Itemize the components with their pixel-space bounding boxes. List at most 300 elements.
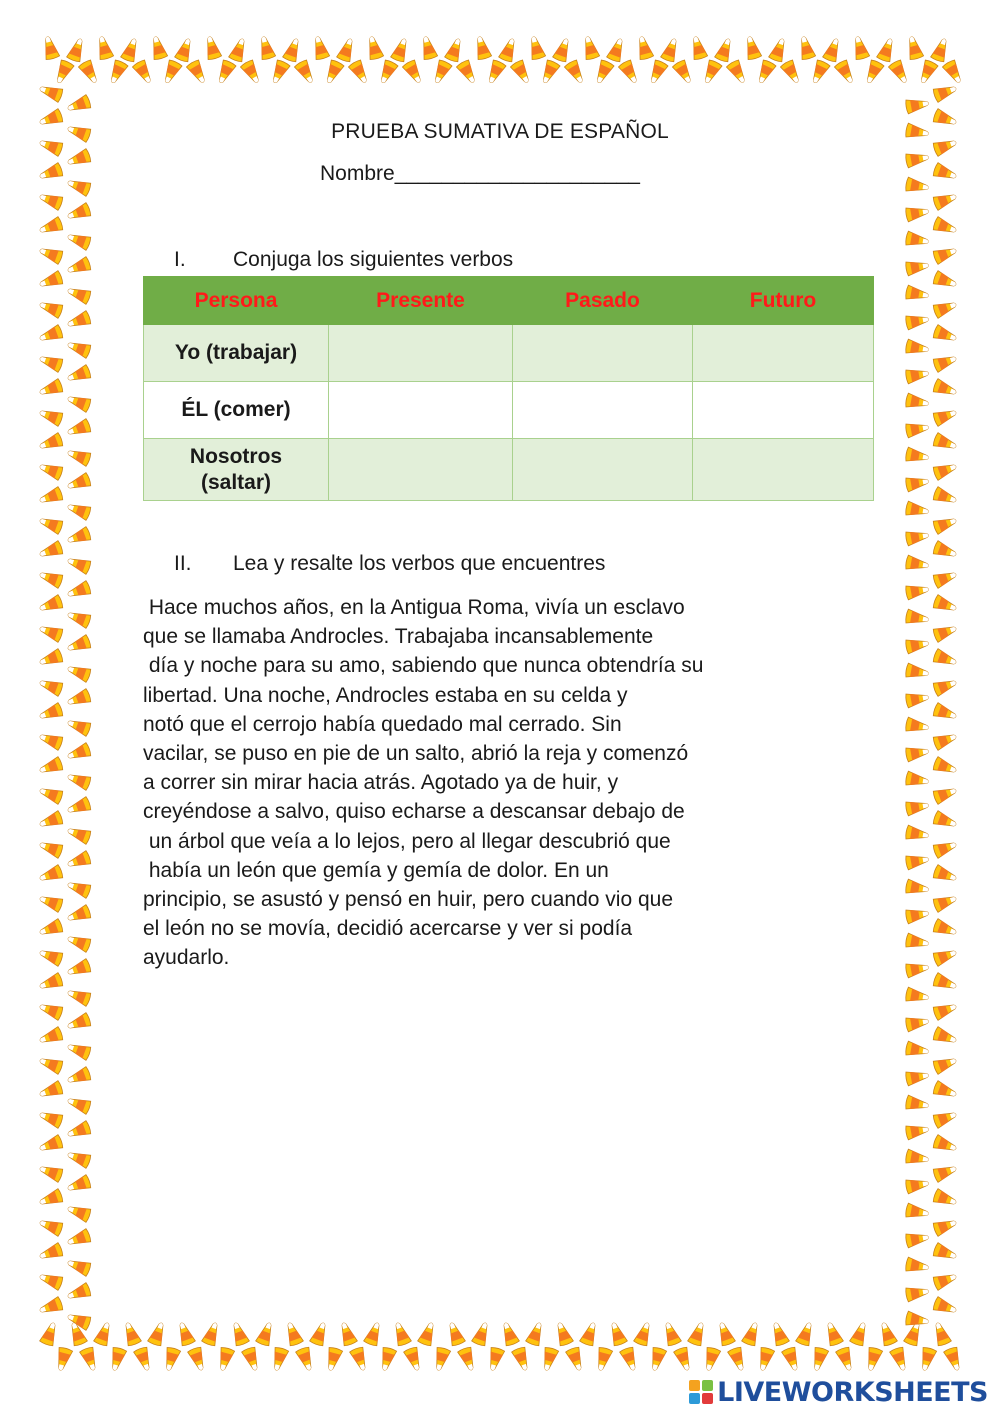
- candy-corn-icon: [607, 1321, 628, 1347]
- passage-line[interactable]: había un león que gemía y gemía de dolor. En un: [143, 858, 609, 882]
- candy-corn-icon: [727, 1346, 748, 1372]
- candy-corn-icon: [66, 392, 92, 413]
- candy-corn-icon: [905, 1068, 930, 1086]
- candy-corn-icon: [932, 1216, 958, 1237]
- candy-corn-icon: [702, 1347, 721, 1372]
- candy-corn-icon: [39, 1321, 60, 1347]
- candy-corn-icon: [106, 59, 128, 85]
- candy-corn-icon: [38, 244, 64, 265]
- candy-corn-icon: [564, 59, 587, 85]
- candy-corn-icon: [66, 364, 92, 385]
- candy-corn-icon: [66, 1174, 92, 1195]
- candy-corn-icon: [38, 1242, 64, 1263]
- candy-corn-icon: [849, 1321, 870, 1347]
- candy-corn-icon: [66, 958, 92, 979]
- candy-corn-icon: [336, 37, 357, 63]
- candy-corn-icon: [754, 59, 776, 85]
- candy-corn-icon: [943, 1346, 964, 1372]
- candy-corn-icon: [905, 1149, 930, 1167]
- candy-corn-icon: [932, 1080, 958, 1101]
- candy-corn-icon: [66, 824, 92, 845]
- candy-corn-icon: [905, 582, 930, 600]
- candy-corn-icon: [38, 730, 64, 751]
- candy-corn-icon: [471, 1321, 492, 1347]
- candy-corn-icon: [932, 1162, 958, 1183]
- candy-corn-icon: [781, 1346, 802, 1372]
- passage-line[interactable]: libertad. Una noche, Androcles estaba en su celda y: [143, 683, 628, 707]
- row-persona: Nosotros (saltar): [144, 439, 329, 501]
- candy-corn-icon: [66, 446, 92, 467]
- name-field-label: Nombre_____________________: [320, 162, 640, 185]
- candy-corn-icon: [932, 784, 958, 805]
- candy-corn-icon: [905, 447, 930, 465]
- candy-corn-icon: [79, 1346, 100, 1372]
- candy-corn-icon: [66, 580, 92, 601]
- candy-corn-icon: [216, 1347, 235, 1372]
- candy-corn-icon: [552, 37, 573, 63]
- candy-corn-icon: [66, 202, 92, 223]
- candy-corn-icon: [38, 676, 64, 697]
- candy-corn-icon: [581, 35, 600, 60]
- candy-corn-icon: [402, 59, 425, 85]
- candy-corn-icon: [932, 568, 958, 589]
- candy-corn-icon: [203, 35, 222, 60]
- candy-corn-icon: [66, 500, 92, 521]
- candy-corn-icon: [66, 770, 92, 791]
- candy-corn-icon: [905, 663, 930, 681]
- candy-corn-icon: [229, 1321, 250, 1347]
- answer-cell-presente[interactable]: [329, 382, 513, 439]
- reading-passage[interactable]: [143, 593, 803, 973]
- candy-corn-icon: [66, 742, 92, 763]
- header-persona: Persona: [144, 277, 329, 325]
- candy-corn-icon: [66, 634, 92, 655]
- candy-corn-icon: [648, 1347, 667, 1372]
- candy-corn-icon: [444, 37, 465, 63]
- candy-corn-icon: [419, 35, 438, 60]
- candy-corn-icon: [905, 1284, 930, 1302]
- candy-corn-icon: [311, 35, 330, 60]
- candy-corn-icon: [932, 270, 958, 291]
- candy-corn-icon: [38, 190, 64, 211]
- candy-corn-icon: [66, 1282, 92, 1303]
- candy-corn-icon: [201, 1321, 222, 1347]
- candy-corn-icon: [38, 540, 64, 561]
- candy-corn-icon: [942, 59, 965, 85]
- answer-cell-futuro[interactable]: [693, 439, 874, 501]
- candy-corn-icon: [174, 37, 195, 63]
- candy-corn-icon: [932, 1270, 958, 1291]
- passage-line[interactable]: ayudarlo.: [143, 946, 230, 970]
- candy-corn-icon: [714, 37, 735, 63]
- candy-corn-icon: [633, 1321, 654, 1347]
- candy-corn-icon: [499, 1321, 520, 1347]
- candy-corn-icon: [932, 1000, 958, 1021]
- candy-corn-icon: [932, 756, 958, 777]
- passage-line[interactable]: vacilar, se puso en pie de un salto, abrió la reja y comenzó: [143, 742, 689, 766]
- candy-corn-icon: [689, 35, 708, 60]
- answer-cell-pasado[interactable]: [513, 439, 693, 501]
- candy-corn-icon: [619, 1346, 640, 1372]
- candy-corn-icon: [66, 688, 92, 709]
- passage-line[interactable]: un árbol que veía a lo lejos, pero al llegar descubrió que: [143, 829, 671, 853]
- candy-corn-icon: [932, 1134, 958, 1155]
- candy-corn-icon: [932, 82, 958, 103]
- candy-corn-icon: [905, 339, 930, 357]
- candy-corn-icon: [905, 96, 930, 114]
- candy-corn-icon: [121, 1321, 142, 1347]
- candy-corn-icon: [38, 702, 64, 723]
- candy-corn-icon: [38, 406, 64, 427]
- candy-corn-icon: [66, 932, 92, 953]
- candy-corn-icon: [430, 59, 452, 85]
- candy-corn-icon: [932, 1108, 958, 1129]
- candy-corn-icon: [932, 702, 958, 723]
- candy-corn-icon: [66, 1148, 92, 1169]
- candy-corn-icon: [38, 594, 64, 615]
- candy-corn-icon: [38, 946, 64, 967]
- candy-corn-icon: [646, 59, 668, 85]
- candy-corn-icon: [834, 59, 857, 85]
- answer-cell-pasado[interactable]: [513, 382, 693, 439]
- candy-corn-icon: [905, 690, 930, 708]
- candy-corn-icon: [38, 864, 64, 885]
- candy-corn-icon: [932, 918, 958, 939]
- candy-corn-icon: [38, 1080, 64, 1101]
- candy-corn-icon: [473, 35, 492, 60]
- candy-corn-icon: [38, 216, 64, 237]
- candy-corn-icon: [255, 1321, 276, 1347]
- passage-line[interactable]: principio, se asustó y pensó en huir, pero cuando vio que: [143, 888, 674, 912]
- table-row: [144, 439, 874, 501]
- passage-line[interactable]: día y noche para su amo, sabiendo que nunca obtendría su: [143, 654, 704, 678]
- candy-corn-icon: [486, 1347, 505, 1372]
- candy-corn-icon: [769, 1321, 790, 1347]
- candy-corn-icon: [905, 933, 930, 951]
- candy-corn-icon: [905, 420, 930, 438]
- candy-corn-icon: [432, 1347, 451, 1372]
- candy-corn-icon: [905, 636, 930, 654]
- candy-corn-icon: [133, 1346, 154, 1372]
- candy-corn-icon: [905, 717, 930, 735]
- table-header-row: [144, 277, 874, 325]
- candy-corn-icon: [38, 298, 64, 319]
- candy-corn-icon: [795, 1321, 816, 1347]
- candy-corn-icon: [635, 35, 654, 60]
- candy-corn-icon: [41, 35, 60, 60]
- candy-corn-icon: [905, 204, 930, 222]
- candy-corn-icon: [741, 1321, 762, 1347]
- candy-corn-icon: [270, 1347, 289, 1372]
- candy-corn-icon: [932, 190, 958, 211]
- candy-corn-icon: [38, 1162, 64, 1183]
- candy-corn-icon: [457, 1346, 478, 1372]
- candy-corn-icon: [38, 568, 64, 589]
- candy-corn-icon: [756, 1347, 775, 1372]
- candy-corn-icon: [52, 59, 74, 85]
- page-title: PRUEBA SUMATIVA DE ESPAÑOL: [331, 120, 669, 143]
- candy-corn-icon: [38, 784, 64, 805]
- candy-corn-icon: [66, 1040, 92, 1061]
- candy-corn-icon: [905, 987, 930, 1005]
- candy-corn-icon: [905, 150, 930, 168]
- candy-corn-icon: [38, 460, 64, 481]
- candy-corn-icon: [147, 1321, 168, 1347]
- candy-corn-icon: [743, 35, 762, 60]
- candy-corn-icon: [38, 352, 64, 373]
- candy-corn-icon: [540, 1347, 559, 1372]
- candy-corn-icon: [672, 59, 695, 85]
- row-persona: ÉL (comer): [144, 382, 329, 439]
- candy-corn-icon: [38, 1026, 64, 1047]
- candy-corn-icon: [295, 1346, 316, 1372]
- candy-corn-icon: [932, 432, 958, 453]
- answer-cell-presente[interactable]: [329, 325, 513, 382]
- candy-corn-icon: [38, 1216, 64, 1237]
- candy-corn-icon: [932, 1054, 958, 1075]
- candy-corn-icon: [66, 94, 92, 115]
- candy-corn-icon: [932, 298, 958, 319]
- candy-corn-icon: [592, 59, 614, 85]
- candy-corn-icon: [905, 501, 930, 519]
- candy-corn-icon: [932, 514, 958, 535]
- candy-corn-icon: [822, 37, 843, 63]
- candy-corn-icon: [66, 472, 92, 493]
- candy-corn-icon: [228, 37, 249, 63]
- candy-corn-icon: [932, 1026, 958, 1047]
- candy-corn-icon: [511, 1346, 532, 1372]
- candy-corn-icon: [66, 148, 92, 169]
- candy-corn-icon: [66, 1094, 92, 1115]
- candy-corn-icon: [66, 1012, 92, 1033]
- candy-corn-icon: [66, 1066, 92, 1087]
- candy-corn-icon: [95, 35, 114, 60]
- candy-corn-icon: [687, 1321, 708, 1347]
- candy-corn-icon: [932, 378, 958, 399]
- answer-cell-pasado[interactable]: [513, 325, 693, 382]
- candy-corn-icon: [905, 906, 930, 924]
- candy-corn-icon: [797, 35, 816, 60]
- candy-corn-icon: [877, 1321, 898, 1347]
- candy-corn-icon: [38, 270, 64, 291]
- candy-corn-icon: [932, 162, 958, 183]
- candy-corn-icon: [862, 59, 884, 85]
- candy-corn-icon: [38, 1108, 64, 1129]
- candy-corn-icon: [120, 37, 141, 63]
- passage-line[interactable]: Hace muchos años, en la Antigua Roma, vivía un esclavo: [143, 596, 685, 619]
- candy-corn-icon: [257, 35, 276, 60]
- candy-corn-icon: [38, 648, 64, 669]
- candy-corn-icon: [932, 892, 958, 913]
- candy-corn-icon: [864, 1347, 883, 1372]
- candy-corn-icon: [905, 1176, 930, 1194]
- candy-corn-icon: [932, 1296, 958, 1317]
- candy-corn-icon: [38, 378, 64, 399]
- candy-corn-icon: [808, 59, 830, 85]
- candy-corn-icon: [905, 1041, 930, 1059]
- candy-corn-icon: [876, 37, 897, 63]
- candy-corn-icon: [66, 986, 92, 1007]
- passage-line[interactable]: notó que el cerrojo había quedado mal cerrado. Sin: [143, 712, 622, 736]
- candy-corn-icon: [54, 1347, 73, 1372]
- liveworksheets-watermark: [689, 1375, 988, 1409]
- candy-corn-icon: [403, 1346, 424, 1372]
- candy-corn-icon: [38, 82, 64, 103]
- candy-corn-icon: [905, 798, 930, 816]
- conjugation-table: [143, 276, 874, 501]
- candy-corn-icon: [268, 59, 290, 85]
- candy-corn-icon: [932, 838, 958, 859]
- candy-corn-icon: [905, 1257, 930, 1275]
- candy-corn-icon: [38, 918, 64, 939]
- candy-corn-icon: [66, 1202, 92, 1223]
- candy-corn-icon: [931, 1321, 952, 1347]
- candy-corn-icon: [932, 972, 958, 993]
- passage-line[interactable]: a correr sin mirar hacia atrás. Agotado ya de huir, y: [143, 771, 619, 795]
- candy-corn-icon: [594, 1347, 613, 1372]
- candy-corn-icon: [905, 609, 930, 627]
- candy-corn-icon: [38, 1188, 64, 1209]
- candy-corn-icon: [132, 59, 155, 85]
- candy-corn-icon: [66, 1228, 92, 1249]
- candy-corn-icon: [162, 1347, 181, 1372]
- table-row: [144, 382, 874, 439]
- candy-corn-icon: [38, 1054, 64, 1075]
- candy-corn-icon: [565, 1346, 586, 1372]
- answer-cell-futuro[interactable]: [693, 382, 874, 439]
- answer-cell-presente[interactable]: [329, 439, 513, 501]
- candy-corn-icon: [417, 1321, 438, 1347]
- candy-corn-icon: [932, 406, 958, 427]
- candy-corn-icon: [932, 324, 958, 345]
- candy-corn-icon: [905, 879, 930, 897]
- candy-corn-icon: [905, 825, 930, 843]
- candy-corn-icon: [240, 59, 263, 85]
- candy-corn-icon: [38, 622, 64, 643]
- candy-corn-icon: [66, 176, 92, 197]
- candy-corn-icon: [66, 1120, 92, 1141]
- candy-corn-icon: [66, 418, 92, 439]
- candy-corn-icon: [660, 37, 681, 63]
- candy-corn-icon: [93, 1321, 114, 1347]
- candy-corn-icon: [510, 59, 533, 85]
- candy-corn-icon: [905, 35, 924, 60]
- candy-corn-icon: [916, 59, 938, 85]
- candy-corn-icon: [932, 946, 958, 967]
- candy-corn-icon: [618, 59, 641, 85]
- candy-corn-icon: [337, 1321, 358, 1347]
- candy-corn-icon: [918, 1347, 937, 1372]
- candy-corn-icon: [905, 852, 930, 870]
- candy-corn-icon: [835, 1346, 856, 1372]
- table-row: [144, 325, 874, 382]
- candy-corn-icon: [932, 1242, 958, 1263]
- section-2-title: Lea y resalte los verbos que encuentres: [233, 552, 606, 575]
- candy-corn-icon: [484, 59, 506, 85]
- candy-corn-icon: [66, 554, 92, 575]
- candy-corn-icon: [905, 1095, 930, 1113]
- candy-corn-icon: [66, 878, 92, 899]
- candy-corn-icon: [932, 216, 958, 237]
- section-2-number: II.: [174, 552, 192, 575]
- answer-cell-futuro[interactable]: [693, 325, 874, 382]
- candy-corn-icon: [309, 1321, 330, 1347]
- candy-corn-icon: [38, 514, 64, 535]
- passage-line[interactable]: que se llamaba Androcles. Trabajaba incansablemente: [143, 625, 654, 649]
- passage-line[interactable]: el león no se movía, decidió acercarse y ver si podía: [143, 917, 633, 941]
- candy-corn-icon: [66, 256, 92, 277]
- candy-corn-icon: [66, 716, 92, 737]
- candy-corn-icon: [932, 676, 958, 697]
- candy-corn-icon: [905, 1203, 930, 1221]
- candy-corn-icon: [66, 338, 92, 359]
- candy-corn-icon: [456, 59, 479, 85]
- candy-corn-icon: [66, 850, 92, 871]
- candy-corn-icon: [905, 771, 930, 789]
- candy-corn-icon: [78, 59, 101, 85]
- candy-corn-icon: [810, 1347, 829, 1372]
- candy-corn-icon: [905, 177, 930, 195]
- candy-corn-icon: [391, 1321, 412, 1347]
- candy-corn-icon: [66, 230, 92, 251]
- candy-corn-icon: [700, 59, 722, 85]
- candy-corn-icon: [38, 972, 64, 993]
- candy-corn-icon: [851, 35, 870, 60]
- candy-corn-icon: [66, 796, 92, 817]
- candy-corn-icon: [498, 37, 519, 63]
- candy-corn-icon: [905, 393, 930, 411]
- section-2-heading: [174, 552, 605, 576]
- candy-corn-icon: [905, 366, 930, 384]
- candy-corn-icon: [241, 1346, 262, 1372]
- candy-corn-icon: [538, 59, 560, 85]
- candy-corn-icon: [553, 1321, 574, 1347]
- candy-corn-icon: [905, 960, 930, 978]
- candy-corn-icon: [214, 59, 236, 85]
- section-1-number: I.: [174, 248, 186, 271]
- candy-corn-icon: [768, 37, 789, 63]
- candy-corn-icon: [160, 59, 182, 85]
- candy-corn-icon: [66, 310, 92, 331]
- candy-corn-icon: [390, 37, 411, 63]
- candy-corn-icon: [606, 37, 627, 63]
- candy-corn-icon: [905, 744, 930, 762]
- candy-corn-icon: [294, 59, 317, 85]
- watermark-text: LIVEWORKSHEETS: [717, 1376, 988, 1408]
- candy-corn-icon: [283, 1321, 304, 1347]
- candy-corn-icon: [66, 1256, 92, 1277]
- candy-corn-icon: [282, 37, 303, 63]
- header-pasado: Pasado: [513, 277, 693, 325]
- candy-corn-icon: [889, 1346, 910, 1372]
- candy-corn-icon: [175, 1321, 196, 1347]
- candy-corn-icon: [932, 1188, 958, 1209]
- candy-corn-icon: [38, 162, 64, 183]
- candy-corn-icon: [525, 1321, 546, 1347]
- header-presente: Presente: [329, 277, 513, 325]
- section-1-heading: [174, 248, 513, 272]
- passage-line[interactable]: creyéndose a salvo, quiso echarse a descansar debajo de: [143, 800, 685, 824]
- candy-corn-icon: [348, 59, 371, 85]
- candy-corn-icon: [66, 526, 92, 547]
- candy-corn-icon: [322, 59, 344, 85]
- candy-corn-icon: [365, 35, 384, 60]
- candy-corn-icon: [932, 622, 958, 643]
- candy-corn-icon: [149, 35, 168, 60]
- candy-corn-icon: [932, 730, 958, 751]
- candy-corn-icon: [780, 59, 803, 85]
- candy-corn-icon: [349, 1346, 370, 1372]
